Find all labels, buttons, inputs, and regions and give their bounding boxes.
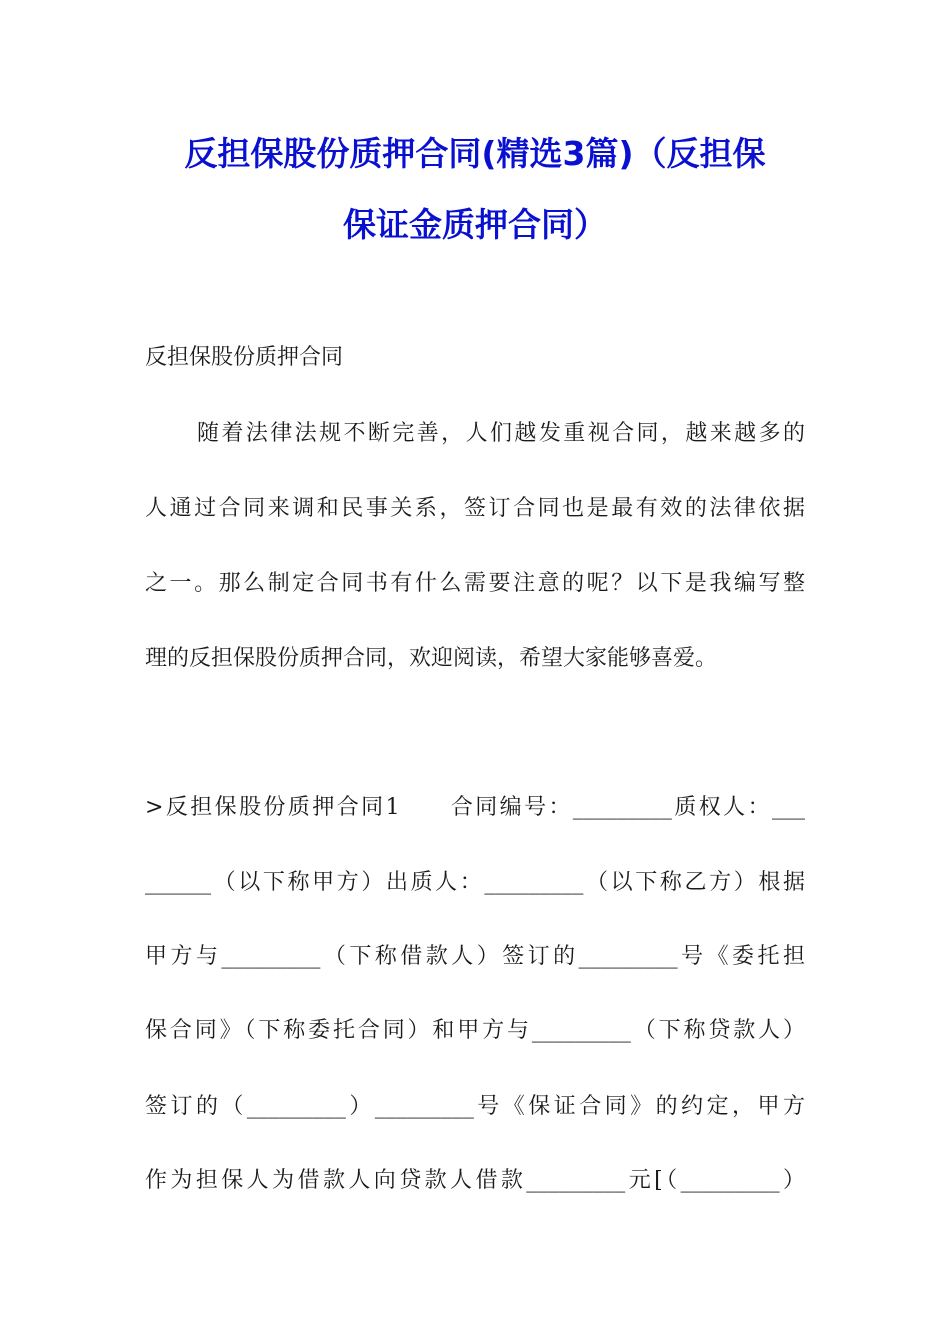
intro-paragraph-line-3: 之一。那么制定合同书有什么需要注意的呢？以下是我编写整 [145, 571, 805, 596]
contract-line-6: 作为担保人为借款人向贷款人借款_________元[（_________） [145, 1168, 805, 1193]
document-title-line-1: 反担保股份质押合同(精选3篇)（反担保 [184, 134, 766, 173]
intro-paragraph-line-2: 人通过合同来调和民事关系，签订合同也是最有效的法律依据 [145, 496, 805, 521]
section-heading: 反担保股份质押合同 [145, 345, 344, 370]
contract-line-4: 保合同》（下称委托合同）和甲方与_________（下称贷款人） [145, 1018, 805, 1043]
contract-line-3: 甲方与_________（下称借款人）签订的_________号《委托担 [145, 944, 805, 969]
document-title-line-2: 保证金质押合同） [343, 205, 607, 244]
contract-line-2: ______（以下称甲方）出质人：_________（以下称乙方）根据 [145, 870, 805, 895]
intro-paragraph-line-4: 理的反担保股份质押合同，欢迎阅读，希望大家能够喜爱。 [145, 646, 718, 671]
intro-paragraph-line-1: 随着法律法规不断完善，人们越发重视合同，越来越多的 [197, 421, 805, 446]
contract-line-1: >反担保股份质押合同1 合同编号：_________质权人：___ [145, 795, 805, 820]
contract-line-5: 签订的（_________）_________号《保证合同》的约定，甲方 [145, 1094, 805, 1119]
